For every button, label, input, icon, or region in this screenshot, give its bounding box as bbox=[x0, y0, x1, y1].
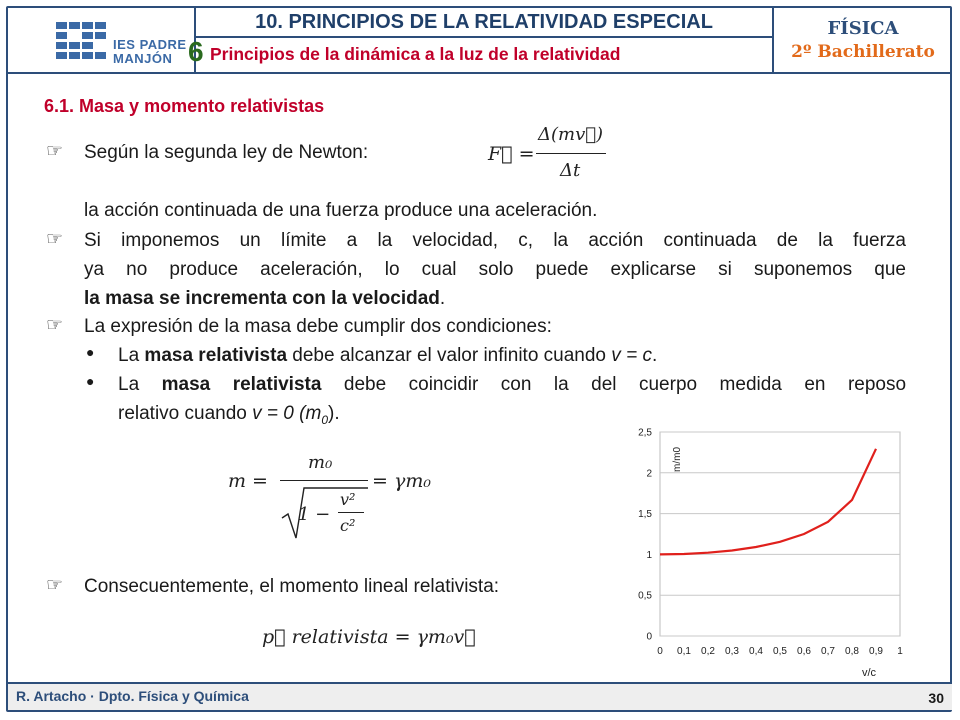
pointing-hand-icon: ☞ bbox=[46, 315, 64, 336]
course-label: 2º Bachillerato bbox=[791, 42, 935, 62]
bullet-dot-icon: ● bbox=[86, 344, 95, 360]
mass-ratio-chart bbox=[600, 418, 920, 680]
y-tick-labels bbox=[638, 428, 652, 643]
subsection-title: 6.1. Masa y momento relativistas bbox=[44, 96, 325, 116]
condition-1 bbox=[118, 345, 657, 367]
mass-rhs: = γm₀ bbox=[372, 470, 431, 492]
section-title: Principios de la dinámica a la luz de la relatividad bbox=[210, 44, 621, 64]
c1-pre: La bbox=[118, 345, 140, 366]
x-tick-label: 0,1 bbox=[677, 646, 691, 657]
subject-box bbox=[774, 8, 952, 74]
condition-2-l2 bbox=[118, 403, 340, 431]
c2l2-pre: relativo cuando bbox=[118, 403, 247, 424]
y-tick-label: 0,5 bbox=[638, 590, 652, 602]
c2l2-paren: (m bbox=[299, 403, 322, 424]
y-tick-label: 1 bbox=[646, 549, 652, 561]
x-tick-label: 1 bbox=[897, 646, 903, 657]
mass-den-den: c² bbox=[340, 516, 356, 535]
newton-numerator: Δ(mv⃗) bbox=[538, 124, 604, 145]
x-tick-label: 0,7 bbox=[821, 646, 835, 657]
footer-author: R. Artacho · Dpto. Física y Química bbox=[16, 688, 249, 704]
mass-den-num: v² bbox=[340, 490, 356, 509]
momentum-equation: p⃗ relativista = γm₀v⃗ bbox=[262, 626, 476, 648]
newton-lhs: F⃗ = bbox=[488, 143, 535, 165]
newton-fraction-bar bbox=[536, 153, 606, 154]
mass-numerator: m₀ bbox=[308, 452, 333, 473]
y-tick-label: 2,5 bbox=[638, 427, 652, 439]
x-axis-label: v/c bbox=[862, 667, 877, 679]
logo-line2: MANJÓN bbox=[113, 51, 173, 66]
c2-pre: La bbox=[118, 374, 140, 395]
bullet-limit-l1: Si imponemos un límite a la velocidad, c, la acción continuada de la fuerza bbox=[84, 230, 906, 251]
bullet-conditions: La expresión de la masa debe cumplir dos condiciones: bbox=[84, 316, 552, 337]
x-tick-label: 0 bbox=[657, 646, 663, 657]
bullet-dot-icon: ● bbox=[86, 373, 95, 389]
condition-2-l1 bbox=[118, 374, 906, 396]
x-tick-labels bbox=[657, 646, 903, 657]
bullet-limit-l2: ya no produce aceleración, lo cual solo puede explicarse si suponemos que bbox=[84, 259, 906, 280]
logo-line1: IES PADRE bbox=[113, 37, 187, 52]
y-axis-label: m/m0 bbox=[672, 447, 683, 472]
subject-label: FÍSICA bbox=[827, 18, 899, 39]
y-tick-label: 2 bbox=[646, 468, 652, 480]
x-tick-label: 0,8 bbox=[845, 646, 859, 657]
title-box bbox=[188, 8, 774, 74]
bullet-newton-cont: la acción continuada de una fuerza produce una aceleración. bbox=[84, 200, 598, 221]
mass-inner-bar bbox=[338, 512, 364, 513]
c1-post: debe alcanzar el valor infinito cuando bbox=[292, 345, 607, 366]
x-tick-label: 0,3 bbox=[725, 646, 739, 657]
y-tick-label: 1,5 bbox=[638, 509, 652, 521]
period: . bbox=[439, 288, 446, 309]
c1-cond: v = c bbox=[611, 345, 652, 366]
c1-bold: masa relativista bbox=[144, 345, 288, 366]
section-number: 6 bbox=[188, 36, 204, 67]
plot-area bbox=[660, 432, 900, 636]
pointing-hand-icon: ☞ bbox=[46, 575, 64, 596]
x-tick-label: 0,6 bbox=[797, 646, 811, 657]
newton-denominator: Δt bbox=[560, 160, 581, 181]
c2l2-sub: 0 bbox=[321, 412, 329, 427]
mass-den-one: 1 − bbox=[298, 504, 331, 525]
x-tick-label: 0,4 bbox=[749, 646, 763, 657]
unit-title: 10. PRINCIPIOS DE LA RELATIVIDAD ESPECIAL bbox=[196, 8, 772, 38]
x-tick-label: 0,5 bbox=[773, 646, 787, 657]
bullet-limit-l3 bbox=[84, 288, 445, 310]
c2-post: debe coincidir con la del cuerpo medida en reposo bbox=[343, 374, 907, 395]
c2l2-end: ). bbox=[328, 403, 340, 424]
school-logo bbox=[8, 8, 196, 74]
c2-bold: masa relativista bbox=[161, 374, 322, 395]
y-tick-label: 0 bbox=[646, 631, 652, 643]
page-number: 30 bbox=[928, 690, 944, 706]
x-tick-label: 0,2 bbox=[701, 646, 715, 657]
bullet-newton: Según la segunda ley de Newton: bbox=[84, 142, 369, 163]
mass-lhs: m = bbox=[228, 470, 268, 492]
c1-end: . bbox=[651, 345, 658, 366]
pointing-hand-icon: ☞ bbox=[46, 229, 64, 250]
logo-text bbox=[113, 38, 187, 66]
pointing-hand-icon: ☞ bbox=[46, 141, 64, 162]
x-tick-label: 0,9 bbox=[869, 646, 883, 657]
c2l2-cond: v = 0 bbox=[252, 403, 294, 424]
bullet-momentum: Consecuentemente, el momento lineal relativista: bbox=[84, 576, 500, 597]
bold-mass-increases: la masa se incrementa con la velocidad bbox=[84, 288, 440, 309]
mass-fraction-bar bbox=[280, 480, 368, 481]
